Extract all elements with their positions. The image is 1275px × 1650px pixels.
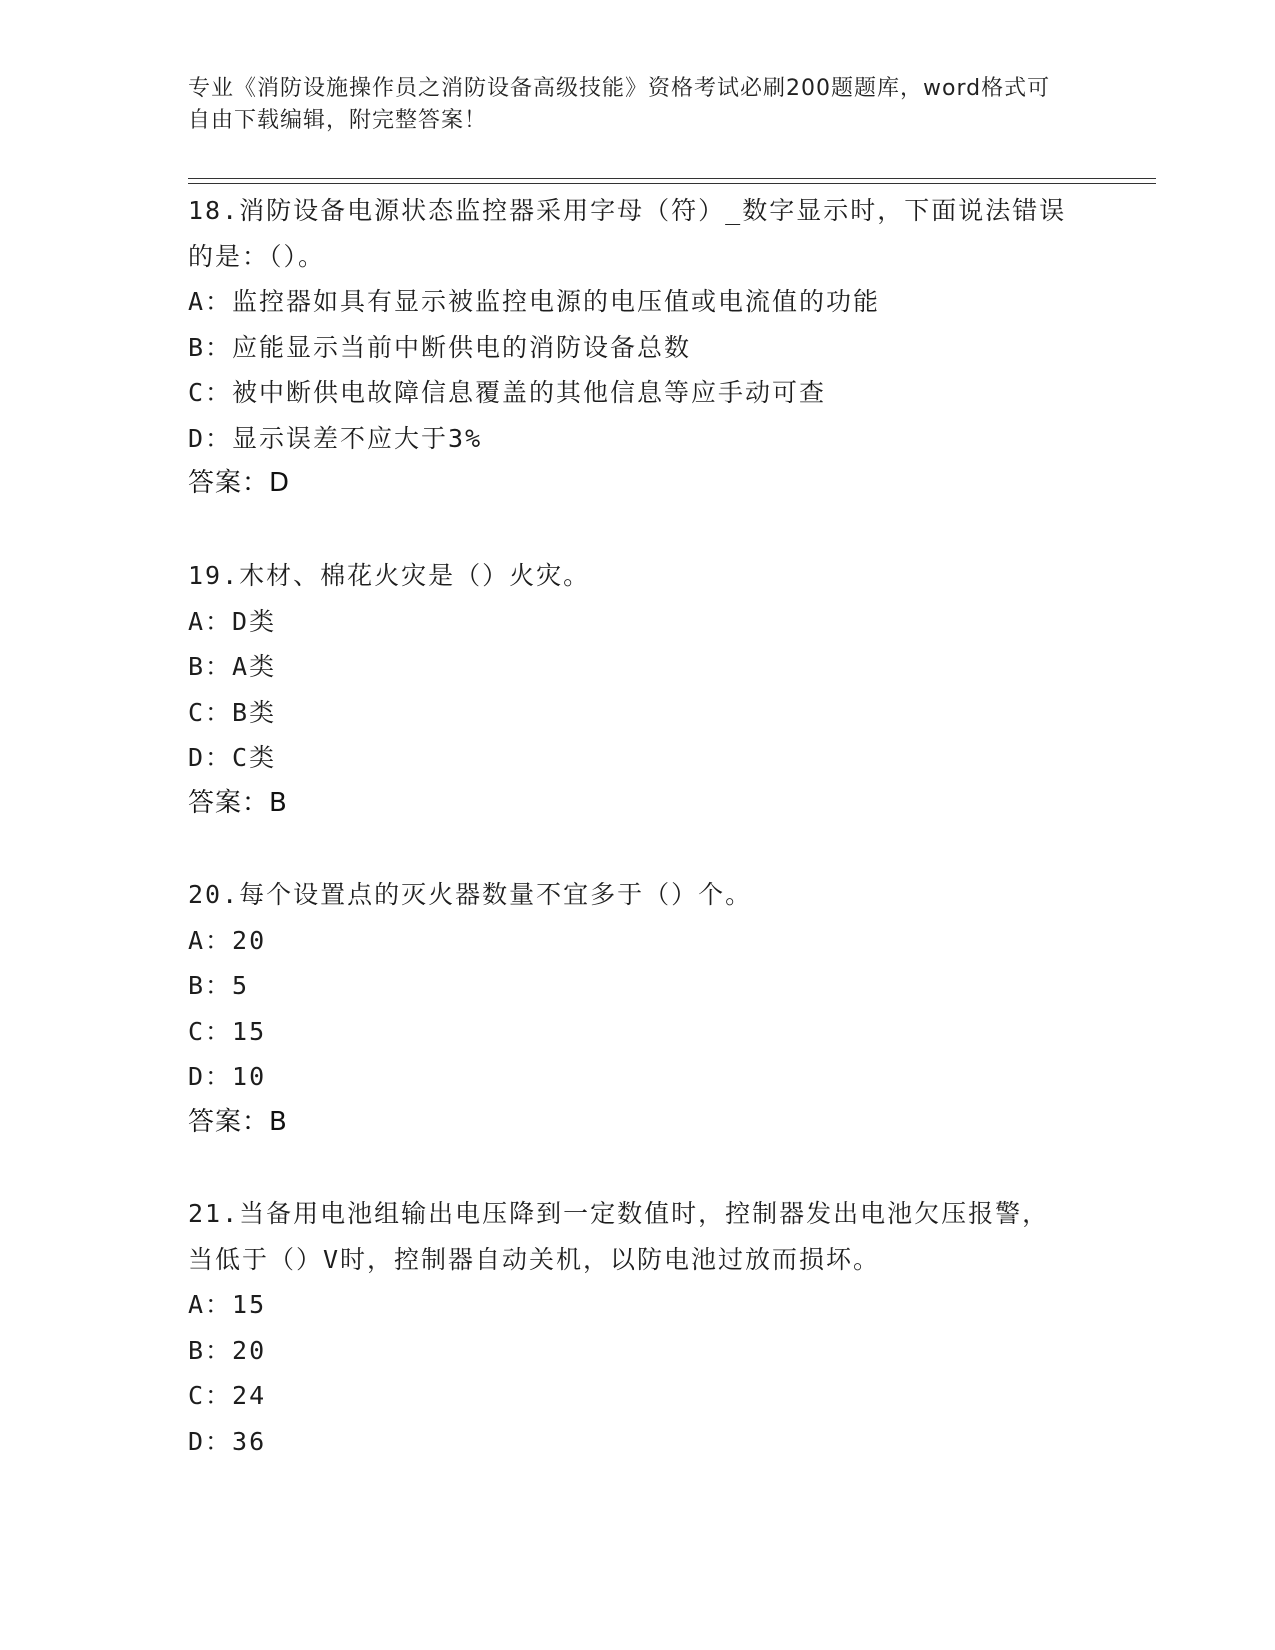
option-d: D：10 — [188, 1062, 267, 1091]
question-19 — [188, 553, 1088, 826]
document-header: 专业《消防设施操作员之消防设备高级技能》资格考试必刷200题题库，word格式可自由下载编辑，附完整答案！ — [188, 76, 1051, 133]
answer-line: 答案：B — [188, 787, 288, 818]
option-c: C：24 — [188, 1381, 267, 1410]
option-a: A：监控器如具有显示被监控电源的电压值或电流值的功能 — [188, 287, 881, 316]
option-b: B：20 — [188, 1335, 267, 1365]
question-stem: 21.当备用电池组输出电压降到一定数值时，控制器发出电池欠压报警，当低于（）V时，控制器自动关机，以防电池过放而损坏。 — [188, 1199, 1050, 1274]
option-d: D：C类 — [188, 743, 277, 772]
option-a: A：D类 — [188, 606, 277, 636]
option-c: C：被中断供电故障信息覆盖的其他信息等应手动可查 — [188, 378, 827, 407]
question-stem: 19.木材、棉花火灾是（）火灾。 — [188, 561, 591, 590]
option-a: A：20 — [188, 925, 267, 955]
option-b: B：A类 — [188, 652, 277, 681]
header-divider-top — [188, 178, 1156, 179]
answer-line: 答案：D — [188, 468, 291, 498]
question-21 — [188, 1191, 1088, 1464]
option-d: D：显示误差不应大于3% — [188, 423, 483, 453]
option-c: C：B类 — [188, 697, 277, 727]
question-stem: 20.每个设置点的灭火器数量不宜多于（）个。 — [188, 880, 753, 909]
question-20 — [188, 872, 1088, 1145]
answer-line: 答案：B — [188, 1106, 288, 1137]
option-b: B：应能显示当前中断供电的消防设备总数 — [188, 332, 692, 362]
option-a: A：15 — [188, 1290, 267, 1319]
option-c: C：15 — [188, 1016, 267, 1046]
option-b: B：5 — [188, 971, 250, 1000]
header-divider-bottom — [188, 183, 1156, 184]
option-d: D：36 — [188, 1426, 267, 1456]
question-stem: 18.消防设备电源状态监控器采用字母（符）_数字显示时，下面说法错误的是：（）。 — [188, 196, 1067, 271]
question-18 — [188, 188, 1088, 507]
